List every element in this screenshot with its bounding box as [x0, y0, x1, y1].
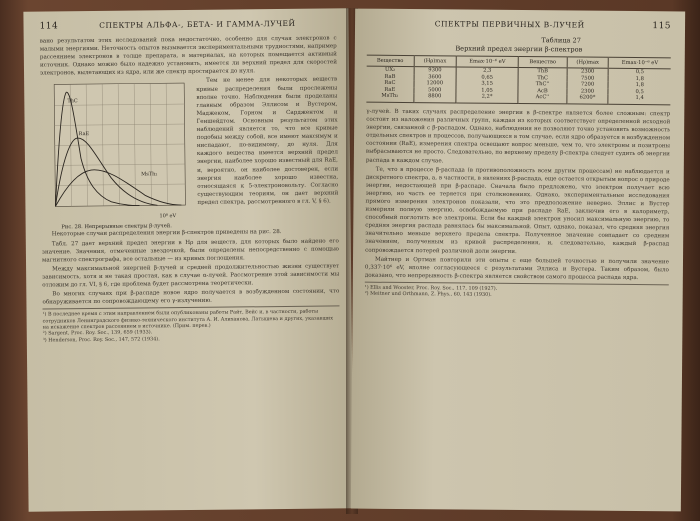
footnote: ³) Henderson, Proc. Roy. Soc., 147, 572 (1934). — [42, 335, 160, 344]
table-header: Emax·10⁻⁶ eV — [456, 56, 519, 68]
table-cell: 9300 — [414, 67, 456, 74]
table-cell: 2,3 — [456, 67, 519, 75]
table-header: Emax·10⁻⁶ eV — [609, 57, 671, 69]
table-header: (Hρ)max — [414, 56, 456, 67]
paragraph: Майтнер и Ортман повторили эти опыты с еще большей точностью и получили значение 0,337·10⁶ eV, вполне согласующееся с результатами Эллиса и Вустера. Таким образом, было доказано, что непрерывность β-спектра является свойством самого процесса распада ядра. — [364, 256, 670, 281]
right-running-head — [367, 19, 671, 32]
figure-side-text — [196, 76, 339, 229]
paragraph: вано результатом этих исследований пока недостаточно, особенно для случая электронов с малыми энергиями. Неточность опытов вызывается экспериментальными трудностями, например рассеянием электронов в толще препарата, в материалах, на которых помещается активный источник. Однако можно было надежно установить, имеется ли верхний предел для скоростей электронов, вылетающих из ядра, или же спектр простирается до нуля. — [39, 35, 337, 77]
footnote: ²) Meitner und Orthmann, Z. Phys., 60, 143 (1930). — [364, 290, 492, 299]
right-page — [351, 9, 685, 512]
table-cell: 3600 — [414, 74, 456, 81]
table-cell: RaE — [384, 86, 396, 93]
right-running-title: СПЕКТРЫ ПЕРВИЧНЫХ Β-ЛУЧЕЙ — [434, 19, 585, 30]
paragraph: Табл. 27 дает верхний предел энергии в Hρ для веществ, для которых было найдено его значение. Значения, отмеченные звездочкой, были определены непосредственно с помощью магнитного спектрографа, все остальные — из кривых поглощения. — [41, 237, 339, 264]
table-cell: 0,5 — [609, 68, 671, 76]
table-title: Верхний предел энергии β-спектров — [455, 44, 583, 54]
curve-label-msth2: MsTh₂ — [141, 171, 158, 178]
table-cell: UX₂ — [384, 66, 396, 73]
curve-label-thc: ThC — [67, 98, 78, 105]
footnote: ¹) В последнее время с этим направлением были опубликованы работы Райт, Вейс и, в частности, работы сотрудников Ленинградского физико-технического института А. И. Алиханова, Латышева и других, указавших на искажение спектров рассеянием в источнике. (Прим. перев.) — [42, 308, 333, 331]
table-cell: 0,65 — [456, 74, 519, 81]
table-cell: 2300 — [567, 68, 609, 75]
table-cell: 7200 — [567, 82, 609, 89]
curve-label-rae: RaE — [78, 131, 90, 138]
table-cell: MsTh₂ — [366, 93, 413, 103]
table-row — [366, 93, 670, 105]
table-header: Вещество — [367, 55, 414, 66]
table-cell: 1,4 — [608, 95, 670, 105]
table-cell: 12000 — [414, 80, 456, 87]
table-cell: 1,05 — [456, 87, 519, 94]
table-cell: 8800 — [414, 93, 456, 102]
paragraph: γ-лучей. В таких случаях распределение энергии в β-спектре является более сложным: спектр состоит из наложения различных групп, каждая из которых соответствует определенной исходной энергии, связанной с β-распадом. Однако, наблюдения не позволяют точно установить возможность отдельных спектров и процессов, получающихся в том случае, если ядро образуется в возбужденном состоянии (RaE), измерения спектра освещают вопрос меньше, чем то, что электроны и позитроны выбрасываются не просто. Следовательно, по верхнему пределу β-спектра следует судить об энергии распада в каждом случае. — [365, 108, 671, 164]
table-cell: 2300 — [566, 88, 608, 95]
paragraph: Некоторые случаи распределения энергии β-спектров приведены на рис. 28. — [51, 229, 282, 238]
left-page — [23, 8, 353, 511]
table-cell: ThC — [519, 75, 567, 82]
beta-spectrum-plot — [40, 77, 192, 224]
right-text — [365, 108, 670, 283]
table-cell: ThB — [519, 67, 567, 75]
left-footnotes — [43, 306, 340, 344]
figure-block — [40, 76, 339, 231]
left-running-title: СПЕКТРЫ АЛЬФА-, БЕТА- И ГАММА-ЛУЧЕЙ — [99, 18, 296, 30]
table-cell: ThC'' — [518, 81, 566, 88]
beta-limit-table — [366, 55, 670, 106]
paragraph: Те, что в процессе β-распада (в противоположность всем другим процессам) не наблюдается и дискретного спектра, а, в частности, в явлениях β-распада, еще остается открытым вопрос о природе энергии, недостающей при β-распаде. Сначала было предложено, что электрон получает всю энергию, но часть ее теряется при столкновениях. Однако, экспериментальные исследования прямого измерения электронов показали, что это предположение неверно. Эллис и Вустер измерили полную энергию, освобождаемую при распаде RaE, заключив его в калориметр, способный поглотить все электроны. Если бы каждый электрон уносил максимальную энергию, то средняя энергия распада равнялась бы максимальной. Опыт, однако, показал, что средняя энергия значительно меньше верхнего предела спектра. Полученное значение совпадает со средним значением, полученным из кривой распределения, и, следовательно, каждый β-распад сопровождается потерей различной доли энергии. — [365, 166, 670, 255]
table-caption: Таблица 27 — [541, 36, 581, 45]
paragraph: Тем не менее для некоторых веществ кривые распределения были прослежены вполне точно. Наблюдения были проделаны главным образом Эллисом и Вустером, Маджеком, Горном и Сарджентом и Геншейдтом. Основным результатом этих наблюдений является то, что все кривые подобны между собой, все имеют максимум и ниспадают, по-видимому, до нуля. Для каждого вещества имеется верхний предел энергии, наиболее хорошо известный для RaE, и, вероятно, он наиболее достоверен, если энергия наиболее хорошо известна, относящаяся к 5-электроновольту. Согласно существующим теориям, он дает верхний предел спектра, рассмотренного в гл. V, § 6). — [196, 76, 339, 206]
table-cell: 3,15 — [456, 81, 519, 88]
table-cell: 7500 — [567, 75, 609, 82]
left-text-top — [40, 34, 337, 78]
table-cell: RaC — [384, 80, 396, 87]
table-cell: 1,8 — [609, 75, 671, 82]
footnote: ¹) Ellis and Wooster, Proc. Roy. Soc., 117, 109 (1927). — [364, 284, 498, 292]
table-cell: 0,5 — [608, 89, 670, 96]
table-cell: AcC'' — [518, 94, 566, 104]
table-header: Вещество — [519, 56, 567, 67]
paragraph: Между максимальной энергией β-лучей и средней продолжительностью жизни существует зависимость, хотя и не такая простая, как в случае α-лучей. Рассмотрение этой зависимости мы отложим до гл. VI, § 6, где проблема будет рассмотрена теоретически. — [42, 263, 340, 289]
table-cell: 5000 — [414, 87, 456, 94]
left-running-head — [39, 18, 336, 31]
right-page-number: 115 — [652, 21, 672, 32]
table-cell: AcB — [518, 88, 566, 95]
table-cell: 6200* — [566, 95, 608, 104]
table-cell: 2,2* — [456, 94, 519, 104]
right-footnotes — [365, 282, 669, 300]
left-text-bottom — [42, 228, 340, 307]
footnote: ²) Sargent, Proc. Roy. Soc., 139, 659 (1933). — [42, 329, 153, 337]
left-page-number: 114 — [39, 21, 59, 32]
figure-caption: Рис. 28. Непрерывные спектры β-лучей. — [61, 223, 172, 231]
table-cell: 1,8 — [608, 82, 670, 89]
table-cell: RaB — [384, 73, 396, 80]
x-axis-unit: 10⁸ eV — [159, 213, 177, 220]
table-header: (Hρ)max — [567, 57, 609, 68]
paragraph: Во многих случаях при β-распаде новое ядро получается в возбужденном состоянии, что обнаруживается по сопровождающему его γ-излучению. — [42, 288, 340, 306]
beta-spectrum-figure — [40, 77, 192, 231]
